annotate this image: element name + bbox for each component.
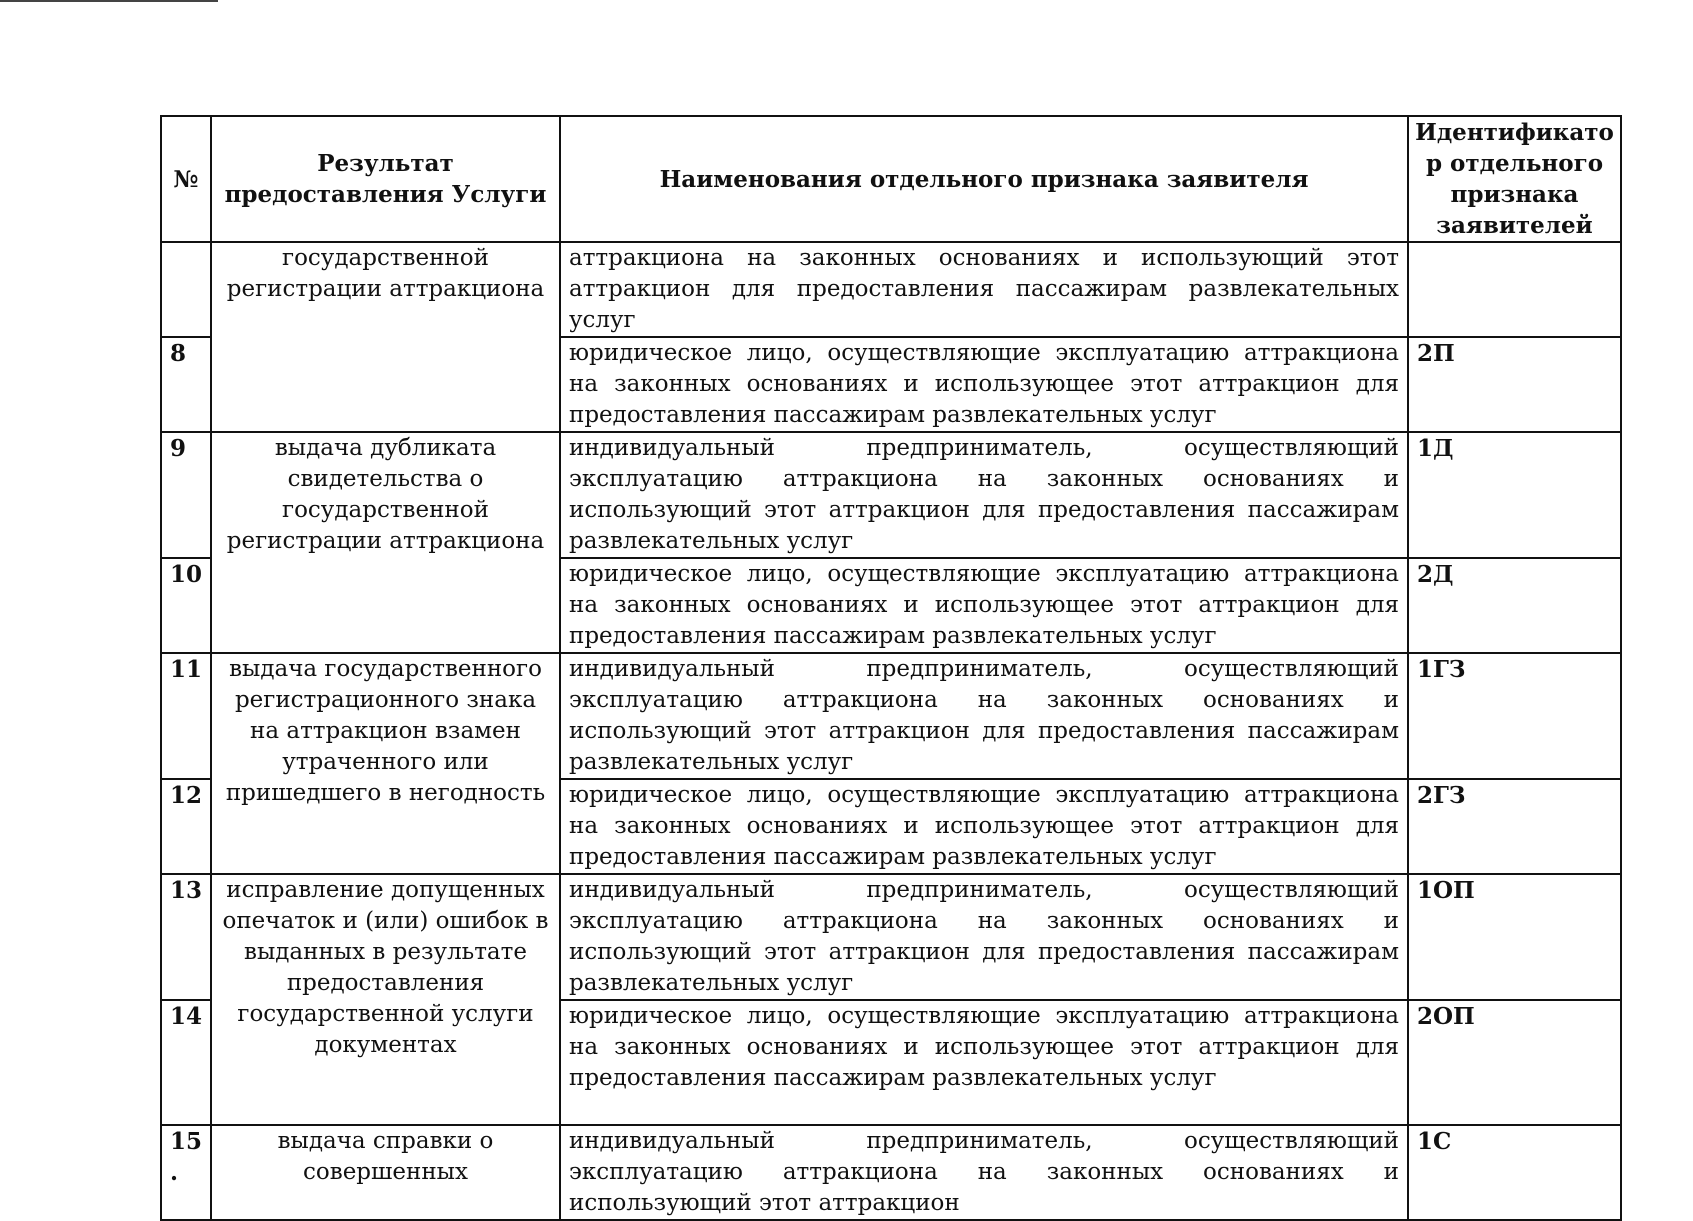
top-rule	[0, 0, 218, 2]
row-num: 12	[161, 779, 211, 874]
row-id: 2ГЗ	[1408, 779, 1621, 874]
header-identifier: Идентификато р отдельного признака заявителей	[1408, 116, 1621, 242]
row-desc: юридическое лицо, осуществляющие эксплуатацию аттракциона на законных основаниях и использующее этот аттракцион для предоставления пассажирам развлекательных услуг	[560, 337, 1408, 432]
row-desc: индивидуальный предприниматель, осуществляющий эксплуатацию аттракциона на законных основаниях и использующий этот аттракцион для предоставления пассажирам развлекательных услуг	[560, 432, 1408, 558]
row-desc: юридическое лицо, осуществляющие эксплуатацию аттракциона на законных основаниях и использующее этот аттракцион для предоставления пассажирам развлекательных услуг	[560, 779, 1408, 874]
row-result: выдача дубликата свидетельства о государственной регистрации аттракциона	[211, 432, 560, 653]
header-num: №	[161, 116, 211, 242]
row-num: 8	[161, 337, 211, 432]
table-row	[161, 242, 1621, 337]
row-result: выдача справки о совершенных	[211, 1125, 560, 1220]
row-id: 1Д	[1408, 432, 1621, 558]
row-num: 11	[161, 653, 211, 779]
row-id: 2Д	[1408, 558, 1621, 653]
row-result: государственной регистрации аттракциона	[211, 242, 560, 432]
row-desc: юридическое лицо, осуществляющие эксплуатацию аттракциона на законных основаниях и использующее этот аттракцион для предоставления пассажирам развлекательных услуг	[560, 558, 1408, 653]
row-num: 9	[161, 432, 211, 558]
row-num: 14	[161, 1000, 211, 1125]
row-num: 10	[161, 558, 211, 653]
table-row	[161, 1125, 1621, 1220]
row-result: выдача государственного регистрационного знака на аттракцион взамен утраченного или пришедшего в негодность	[211, 653, 560, 874]
row-id: 1ОП	[1408, 874, 1621, 1000]
row-id: 2П	[1408, 337, 1621, 432]
row-desc: индивидуальный предприниматель, осуществляющий эксплуатацию аттракциона на законных основаниях и использующий этот аттракцион	[560, 1125, 1408, 1220]
row-num	[161, 242, 211, 337]
row-id	[1408, 242, 1621, 337]
header-result: Результат предоставления Услуги	[211, 116, 560, 242]
row-desc: индивидуальный предприниматель, осуществляющий эксплуатацию аттракциона на законных основаниях и использующий этот аттракцион для предоставления пассажирам развлекательных услуг	[560, 653, 1408, 779]
row-desc: юридическое лицо, осуществляющие эксплуатацию аттракциона на законных основаниях и использующее этот аттракцион для предоставления пассажирам развлекательных услуг	[560, 1000, 1408, 1125]
row-desc: аттракциона на законных основаниях и использующий этот аттракцион для предоставления пассажирам развлекательных услуг	[560, 242, 1408, 337]
row-id: 1С	[1408, 1125, 1621, 1220]
header-row	[161, 116, 1621, 242]
row-desc: индивидуальный предприниматель, осуществляющий эксплуатацию аттракциона на законных основаниях и использующий этот аттракцион для предоставления пассажирам развлекательных услуг	[560, 874, 1408, 1000]
row-id: 2ОП	[1408, 1000, 1621, 1125]
applicant-features-table	[160, 115, 1622, 1221]
header-name: Наименования отдельного признака заявителя	[560, 116, 1408, 242]
row-num: 15 .	[161, 1125, 211, 1220]
table-row	[161, 432, 1621, 558]
table-row	[161, 874, 1621, 1000]
table-row	[161, 653, 1621, 779]
row-id: 1ГЗ	[1408, 653, 1621, 779]
row-result: исправление допущенных опечаток и (или) ошибок в выданных в результате предоставления государственной услуги документах	[211, 874, 560, 1125]
row-num: 13	[161, 874, 211, 1000]
